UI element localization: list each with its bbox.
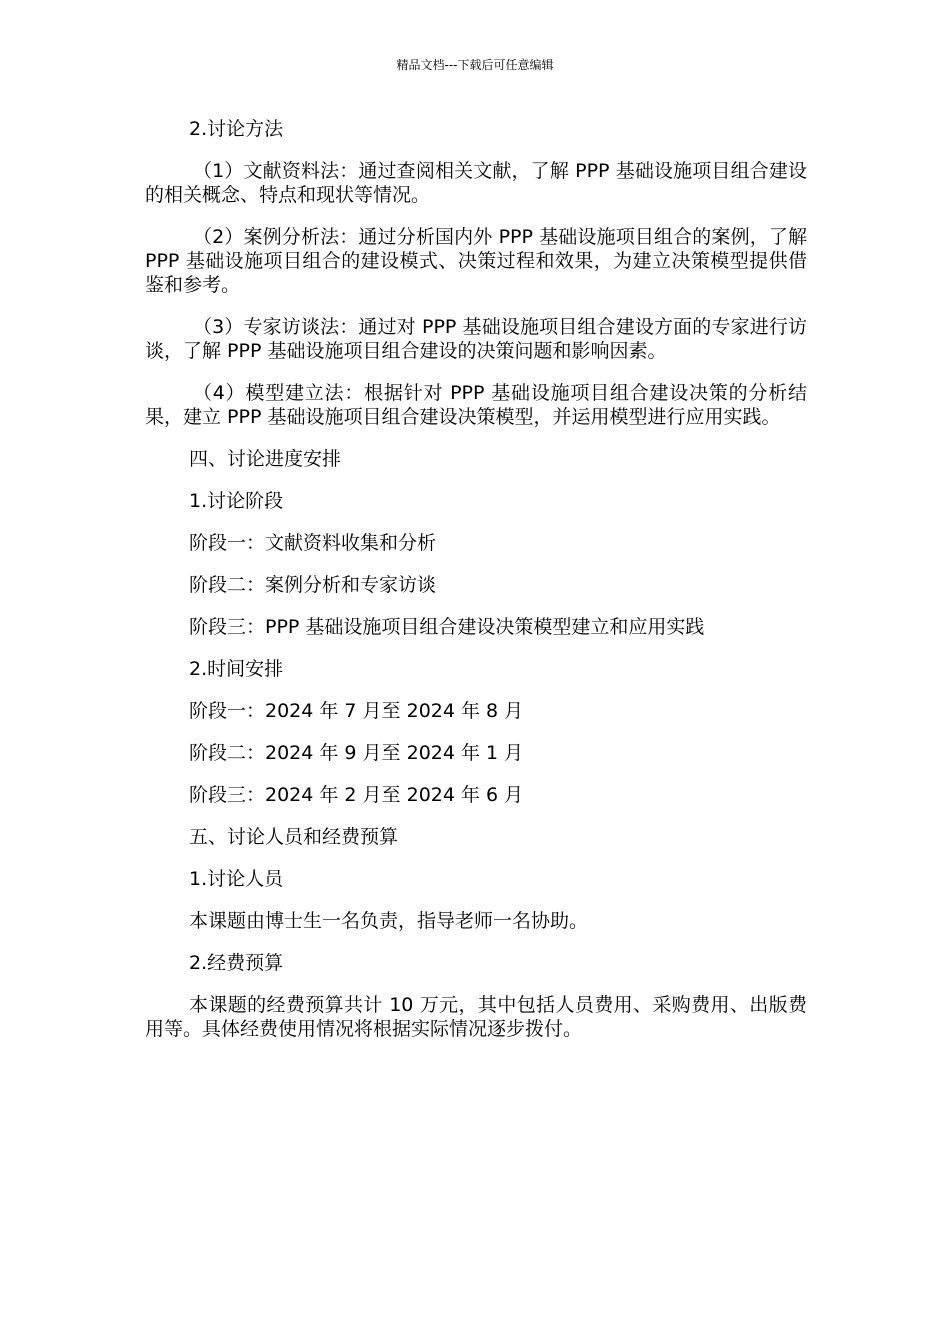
section-heading-methods: 2.讨论方法 [189,118,284,140]
section-heading-schedule: 四、讨论进度安排 [189,448,342,470]
method-case-analysis: （2）案例分析法：通过分析国内外 PPP 基础设施项目组合的案例，了解 PPP 基础设施项目组合的建设模式、决策过程和效果，为建立决策模型提供借鉴和参考。 [145,226,807,296]
subheading-stages: 1.讨论阶段 [189,490,284,512]
section-heading-staff-budget: 五、讨论人员和经费预算 [189,826,399,848]
method-model-building: （4）模型建立法：根据针对 PPP 基础设施项目组合建设决策的分析结果，建立 PPP 基础设施项目组合建设决策模型，并运用模型进行应用实践。 [145,382,807,428]
timeline-stage-two: 阶段二：2024 年 9 月至 2024 年 1 月 [189,742,524,764]
stage-three: 阶段三：PPP 基础设施项目组合建设决策模型建立和应用实践 [189,616,705,638]
stage-one: 阶段一：文献资料收集和分析 [189,532,437,554]
method-expert-interview: （3）专家访谈法：通过对 PPP 基础设施项目组合建设方面的专家进行访谈，了解 PPP 基础设施项目组合建设的决策问题和影响因素。 [145,316,807,362]
document-body [145,117,807,1059]
stage-two: 阶段二：案例分析和专家访谈 [189,574,437,596]
header-note: 精品文档---下载后可任意编辑 [396,58,554,72]
timeline-stage-one: 阶段一：2024 年 7 月至 2024 年 8 月 [189,700,524,722]
subheading-staff: 1.讨论人员 [189,868,284,890]
subheading-timeline: 2.时间安排 [189,658,284,680]
method-literature: （1）文献资料法：通过查阅相关文献，了解 PPP 基础设施项目组合建设的相关概念、特点和现状等情况。 [145,160,807,206]
staff-description: 本课题由博士生一名负责，指导老师一名协助。 [189,910,589,932]
budget-description: 本课题的经费预算共计 10 万元，其中包括人员费用、采购费用、出版费用等。具体经费使用情况将根据实际情况逐步拨付。 [145,994,807,1040]
subheading-budget: 2.经费预算 [189,952,284,974]
timeline-stage-three: 阶段三：2024 年 2 月至 2024 年 6 月 [189,784,524,806]
